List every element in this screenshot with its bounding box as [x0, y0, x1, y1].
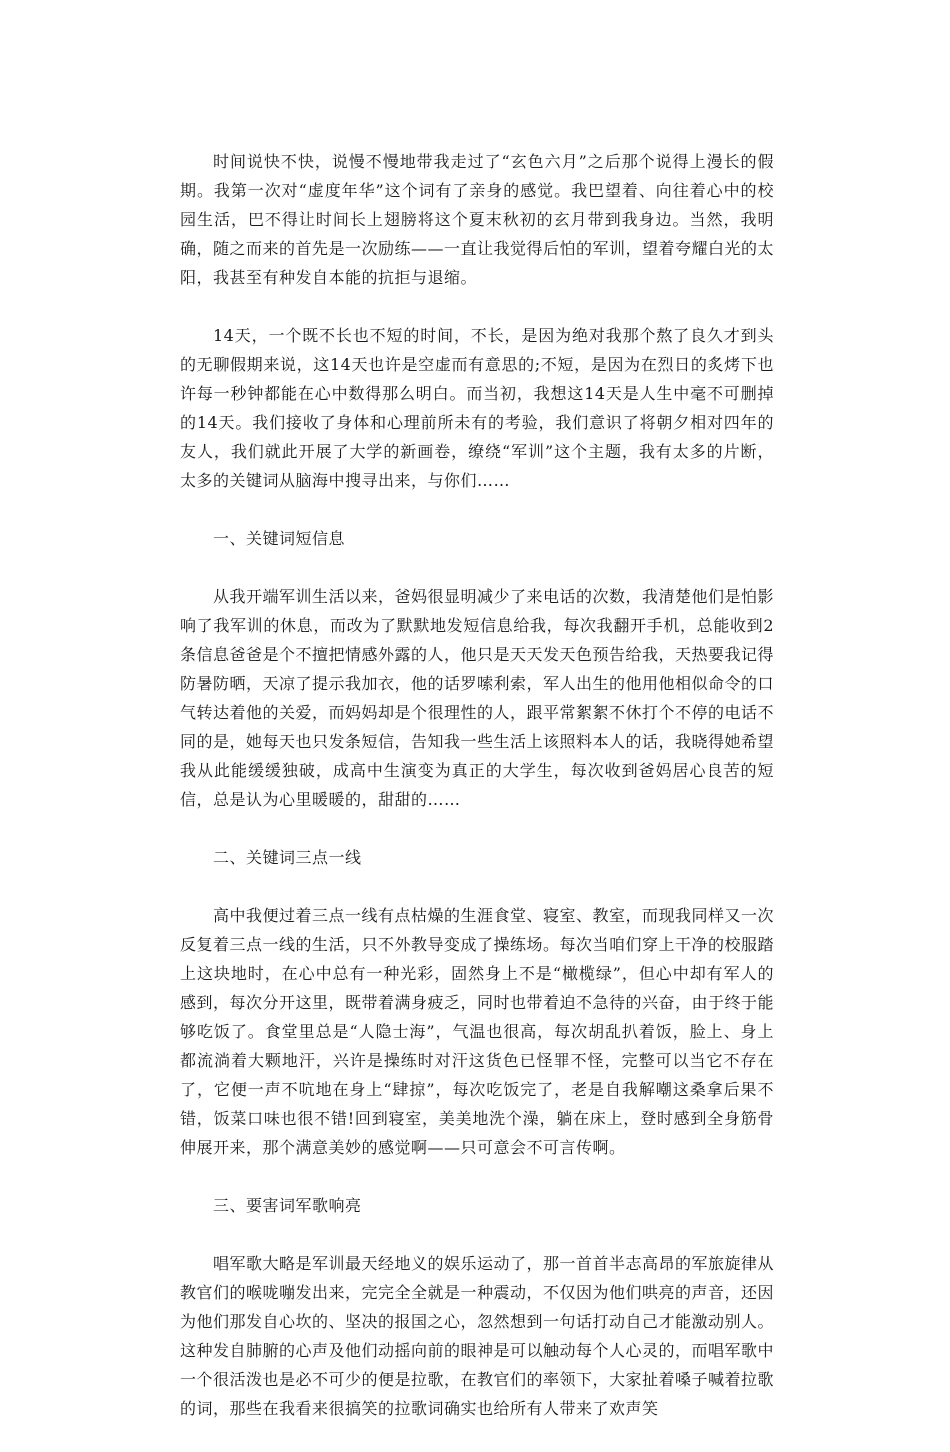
document-body — [180, 147, 774, 1452]
paragraph-intro: 时间说快不快，说慢不慢地带我走过了“玄色六月”之后那个说得上漫长的假期。我第一次对“虚度年华”这个词有了亲身的感觉。我巴望着、向往着心中的校园生活，巴不得让时间长上翅膀将这个夏末秋初的玄月带到我身边。当然，我明确，随之而来的首先是一次励练——一直让我觉得后怕的军训，望着夸耀白光的太阳，我甚至有种发自本能的抗拒与退缩。 — [180, 152, 775, 287]
paragraph-fourteen-days: 14天，一个既不长也不短的时间，不长，是因为绝对我那个熬了良久才到头的无聊假期来说，这14天也许是空虚而有意思的;不短，是因为在烈日的炙烤下也许每一秒钟都能在心中数得那么明白。而当初，我想这14天是人生中毫不可删掉的14天。我们接收了身体和心理前所未有的考验，我们意识了将朝夕相对四年的友人，我们就此开展了大学的新画卷，缭绕“军训”这个主题，我有太多的片断，太多的关键词从脑海中搜寻出来，与你们…… — [180, 326, 774, 490]
section-heading-three-points: 二、关键词三点一线 — [213, 848, 362, 867]
section-heading-sms: 一、关键词短信息 — [213, 529, 346, 548]
paragraph-three-points: 高中我便过着三点一线有点枯燥的生涯食堂、寝室、教室，而现我同样又一次反复着三点一线的生活，只不外教导变成了操练场。每次当咱们穿上干净的校服踏上这块地时，在心中总有一种光彩，固然身上不是“橄榄绿”，但心中却有军人的感到，每次分开这里，既带着满身疲乏，同时也带着迫不急待的兴奋，由于终于能够吃饭了。食堂里总是“人隐士海”，气温也很高，每次胡乱扒着饭，脸上、身上都流淌着大颗地汗，兴许是操练时对汗这货色已怪罪不怪，完整可以当它不存在了，它便一声不吭地在身上“肆掠”，每次吃饭完了，老是自我解嘲这桑拿后果不错，饭菜口味也很不错!回到寝室，美美地洗个澡，躺在床上，登时感到全身筋骨伸展开来，那个满意美妙的感觉啊——只可意会不可言传啊。 — [180, 906, 775, 1157]
paragraph-army-songs: 唱军歌大略是军训最天经地义的娱乐运动了，那一首首半志高昂的军旅旋律从教官们的喉咙嘣发出来，完完全全就是一种震动，不仅因为他们哄亮的声音，还因为他们那发自心坎的、坚决的报国之心，忽然想到一句话打动自己才能激动别人。这种发自肺腑的心声及他们动摇向前的眼神是可以触动每个人心灵的，而唱军歌中一个很活泼也是必不可少的便是拉歌，在教官们的率领下，大家扯着嗓子喊着拉歌的词，那些在我看来很搞笑的拉歌词确实也给所有人带来了欢声笑 — [180, 1254, 775, 1418]
paragraph-sms: 从我开端军训生活以来，爸妈很显明减少了来电话的次数，我清楚他们是怕影响了我军训的休息，而改为了默默地发短信息给我，每次我翻开手机，总能收到2条信息爸爸是个不擅把情感外露的人，他只是天天发天色预告给我，天热要我记得防暑防晒，天凉了提示我加衣，他的话罗嗦利索，军人出生的他用他相似命令的口气转达着他的关爱，而妈妈却是个很理性的人，跟平常絮絮不休打个不停的电话不同的是，她每天也只发条短信，告知我一些生活上该照料本人的话，我晓得她希望我从此能缓缓独破，成高中生演变为真正的大学生，每次收到爸妈居心良苦的短信，总是认为心里暖暖的，甜甜的…… — [180, 587, 775, 809]
section-heading-army-songs: 三、要害词军歌响亮 — [213, 1196, 362, 1215]
